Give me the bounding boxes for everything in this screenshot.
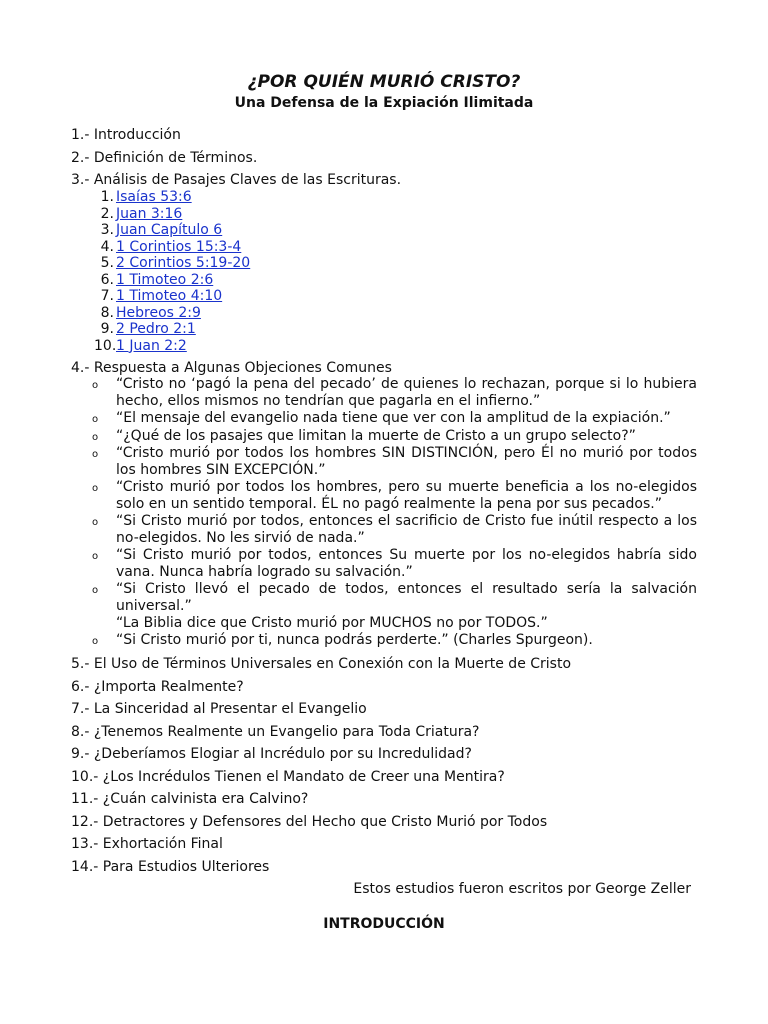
passage-link[interactable]: 2 Corintios 5:19-20	[116, 255, 251, 271]
toc-item-1: 1.- Introducción	[71, 127, 181, 143]
toc-item-2: 2.- Definición de Términos.	[71, 150, 258, 166]
passage-link[interactable]: Isaías 53:6	[116, 189, 192, 205]
passage-link[interactable]: 1 Timoteo 2:6	[116, 271, 214, 288]
passage-number: 2.	[100, 205, 114, 222]
passage-link[interactable]: 1 Juan 2:2	[116, 337, 187, 354]
bullet-marker: o	[92, 432, 99, 443]
passage-number: 8.	[100, 304, 114, 321]
bullet-marker: o	[92, 585, 99, 596]
objection-text: “Si Cristo llevó el pecado de todos, entonces el resultado sería la salvación universal.”	[116, 581, 697, 614]
bullet-marker: o	[92, 517, 99, 528]
objection-text: “¿Qué de los pasajes que limitan la muerte de Cristo a un grupo selecto?”	[116, 428, 636, 444]
toc-item-4: 4.- Respuesta a Algunas Objeciones Comunes	[71, 360, 392, 376]
section-heading: INTRODUCCIÓN	[323, 916, 445, 932]
bullet-marker: o	[92, 551, 99, 562]
document-title: ¿POR QUIÉN MURIÓ CRISTO?	[247, 72, 521, 92]
passage-link[interactable]: Juan 3:16	[116, 205, 183, 222]
bullet-marker: o	[92, 414, 99, 425]
toc-item-6: 6.- ¿Importa Realmente?	[71, 679, 244, 695]
toc-item-8: 8.- ¿Tenemos Realmente un Evangelio para Toda Criatura?	[71, 724, 480, 740]
objection-text: “Si Cristo murió por todos, entonces el sacrificio de Cristo fue inútil respecto a los no-elegidos. No les sirvió de nada.”	[116, 513, 697, 546]
bullet-marker: o	[92, 483, 99, 494]
toc-item-9: 9.- ¿Deberíamos Elogiar al Incrédulo por su Incredulidad?	[71, 746, 472, 762]
document-subtitle: Una Defensa de la Expiación Ilimitada	[234, 95, 534, 111]
toc-item-13: 13.- Exhortación Final	[71, 836, 223, 852]
toc-item-11: 11.- ¿Cuán calvinista era Calvino?	[71, 791, 309, 807]
passage-number: 1.	[100, 189, 114, 205]
passage-number: 9.	[100, 321, 114, 337]
passage-number: 4.	[100, 238, 114, 255]
bullet-marker: o	[92, 380, 99, 391]
toc-item-12: 12.- Detractores y Defensores del Hecho que Cristo Murió por Todos	[71, 814, 548, 830]
toc-item-5: 5.- El Uso de Términos Universales en Conexión con la Muerte de Cristo	[71, 656, 572, 672]
passage-link[interactable]: Juan Capítulo 6	[116, 222, 223, 238]
passage-link[interactable]: 2 Pedro 2:1	[116, 321, 196, 337]
passage-number: 3.	[100, 222, 114, 238]
objection-text: “Cristo murió por todos los hombres SIN DISTINCIÓN, pero Él no murió por todos los hombres SIN EXCEPCIÓN.”	[116, 445, 697, 478]
objection-text: “El mensaje del evangelio nada tiene que ver con la amplitud de la expiación.”	[116, 410, 671, 426]
toc-item-3: 3.- Análisis de Pasajes Claves de las Escrituras.	[71, 172, 402, 188]
passage-number: 6.	[100, 271, 114, 288]
bullet-marker: o	[92, 636, 99, 647]
passage-link[interactable]: 1 Corintios 15:3-4	[116, 238, 242, 255]
passage-link[interactable]: Hebreos 2:9	[116, 304, 201, 321]
objection-text: “Si Cristo murió por ti, nunca podrás perderte.” (Charles Spurgeon).	[116, 632, 593, 648]
objection-text: “Cristo no ‘pagó la pena del pecado’ de quienes lo rechazan, porque si lo hubiera hecho, ellos mismos no tendrían que pagarla en el infierno.”	[116, 376, 697, 409]
toc-item-14: 14.- Para Estudios Ulteriores	[71, 859, 270, 875]
bullet-marker: o	[92, 449, 99, 460]
objection-text: “Cristo murió por todos los hombres, pero su muerte beneficia a los no-elegidos solo en un sentido temporal. ÉL no pagó realmente la pena por sus pecados.”	[116, 479, 697, 512]
toc-item-7: 7.- La Sinceridad al Presentar el Evangelio	[71, 701, 367, 717]
passage-number: 7.	[100, 288, 114, 304]
passage-number: 10.	[94, 337, 117, 354]
objection-extra-line: “La Biblia dice que Cristo murió por MUCHOS no por TODOS.”	[116, 615, 548, 631]
passage-link[interactable]: 1 Timoteo 4:10	[116, 288, 223, 304]
toc-item-10: 10.- ¿Los Incrédulos Tienen el Mandato de Creer una Mentira?	[71, 769, 505, 785]
author-credit: Estos estudios fueron escritos por George Zeller	[353, 881, 691, 897]
passage-number: 5.	[100, 255, 114, 271]
objection-text: “Si Cristo murió por todos, entonces Su muerte por los no-elegidos habría sido vana. Nunca habría logrado su salvación.”	[116, 547, 697, 580]
